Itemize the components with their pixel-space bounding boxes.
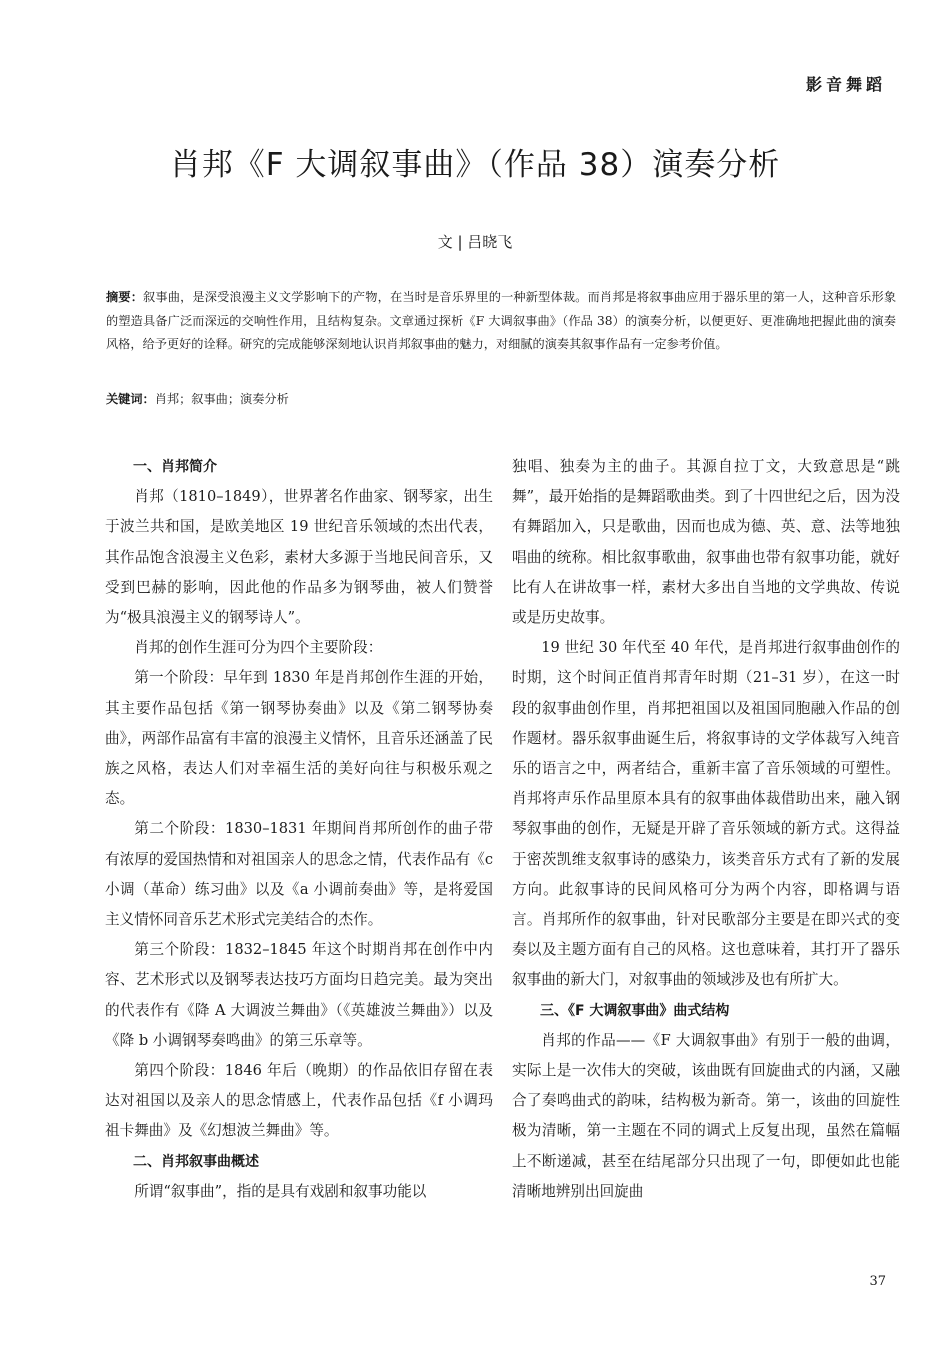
section-heading-1: 一、肖邦简介	[133, 459, 217, 475]
paragraph: 第一个阶段：早年到 1830 年是肖邦创作生涯的开始，其主要作品包括《第一钢琴协奏曲》以及《第二钢琴协奏曲》，两部作品富有丰富的浪漫主义情怀，且音乐还涵盖了民族之风格，表达人们对幸福生活的美好向往与积极乐观之态。	[105, 669, 493, 808]
paragraph: 所谓“叙事曲”，指的是具有戏剧和叙事功能以	[134, 1182, 427, 1200]
abstract	[106, 286, 896, 357]
paragraph: 肖邦的创作生涯可分为四个主要阶段：	[134, 639, 383, 657]
section-header: 影音舞蹈	[805, 75, 886, 94]
keywords	[106, 388, 896, 411]
paragraph: 第三个阶段：1832–1845 年这个时期肖邦在创作中内容、艺术形式以及钢琴表达技巧方面均日趋完美。最为突出的代表作有《降 A 大调波兰舞曲》（《英雄波兰舞曲》）以及《降 b 小调钢琴奏鸣曲》的第三乐章等。	[105, 941, 493, 1049]
keywords-text: 肖邦；叙事曲；演奏分析	[154, 392, 289, 406]
paragraph: 第四个阶段：1846 年后（晚期）的作品依旧存留在表达对祖国以及亲人的思念情感上，代表作品包括《f 小调玛祖卡舞曲》及《幻想波兰舞曲》等。	[105, 1062, 493, 1140]
page-number: 37	[869, 1274, 886, 1289]
paragraph: 第二个阶段：1830–1831 年期间肖邦所创作的曲子带有浓厚的爱国热情和对祖国亲人的思念之情，代表作品有《c 小调（革命）练习曲》以及《a 小调前奏曲》等，是将爱国主义情怀同音乐艺术形式完美结合的杰作。	[105, 820, 493, 929]
paragraph: 独唱、独奏为主的曲子。其源自拉丁文，大致意思是“跳舞”，最开始指的是舞蹈歌曲类。到了十四世纪之后，因为没有舞蹈加入，只是歌曲，因而也成为德、英、意、法等地独唱曲的统称。相比叙事歌曲，叙事曲也带有叙事功能，就好比有人在讲故事一样，素材大多出自当地的文学典故、传说或是历史故事。	[512, 458, 900, 627]
abstract-text: 叙事曲，是深受浪漫主义文学影响下的产物，在当时是音乐界里的一种新型体裁。而肖邦是将叙事曲应用于器乐里的第一人，这种音乐形象的塑造具备广泛而深远的交响性作用，且结构复杂。文章通过探析《F 大调叙事曲》（作品 38）的演奏分析，以便更好、更准确地把握此曲的演奏风格，给予更好的诠释。研究的完成能够深刻地认识肖邦叙事曲的魅力，对细腻的演奏其叙事作品有一定参考价值。	[106, 290, 897, 351]
right-column	[512, 452, 900, 1207]
paragraph: 19 世纪 30 年代至 40 年代，是肖邦进行叙事曲创作的时期，这个时间正值肖邦青年时期（21–31 岁），在这一时段的叙事曲创作里，肖邦把祖国以及祖国同胞融入作品的创作题材。器乐叙事曲诞生后，将叙事诗的文学体裁写入纯音乐的语言之中，两者结合，重新丰富了音乐领域的可塑性。肖邦将声乐作品里原本具有的叙事曲体裁借助出来，融入钢琴叙事曲的创作，无疑是开辟了音乐领域的新方式。这得益于密茨凯维支叙事诗的感染力，该类音乐方式有了新的发展方向。此叙事诗的民间风格可分为两个内容，即格调与语言。肖邦所作的叙事曲，针对民歌部分主要是在即兴式的变奏以及主题方面有自己的风格。这也意味着，其打开了器乐叙事曲的新大门，对叙事曲的领域涉及也有所扩大。	[512, 639, 900, 989]
left-column	[105, 452, 493, 1207]
paragraph: 肖邦的作品——《F 大调叙事曲》有别于一般的曲调，实际上是一次伟大的突破，该曲既有回旋曲式的内涵，又融合了奏鸣曲式的韵味，结构极为新奇。第一，该曲的回旋性极为清晰，第一主题在不同的调式上反复出现，虽然在篇幅上不断递减，甚至在结尾部分只出现了一句，即便如此也能清晰地辨别出回旋曲	[512, 1031, 900, 1200]
section-heading-2: 二、肖邦叙事曲概述	[133, 1153, 259, 1170]
section-heading-3: 三、《F 大调叙事曲》曲式结构	[540, 1002, 730, 1019]
paragraph: 肖邦（1810–1849），世界著名作曲家、钢琴家，出生于波兰共和国，是欧美地区 19 世纪音乐领域的杰出代表，其作品饱含浪漫主义色彩，素材大多源于当地民间音乐，又受到巴赫的影响，因此他的作品多为钢琴曲，被人们赞誉为“极具浪漫主义的钢琴诗人”。	[105, 488, 493, 627]
abstract-label: 摘要：	[106, 290, 144, 304]
article-title: 肖邦《F 大调叙事曲》（作品 38）演奏分析	[169, 146, 781, 183]
keywords-label: 关键词：	[106, 392, 155, 406]
author-byline: 文 | 吕晓飞	[437, 233, 513, 251]
